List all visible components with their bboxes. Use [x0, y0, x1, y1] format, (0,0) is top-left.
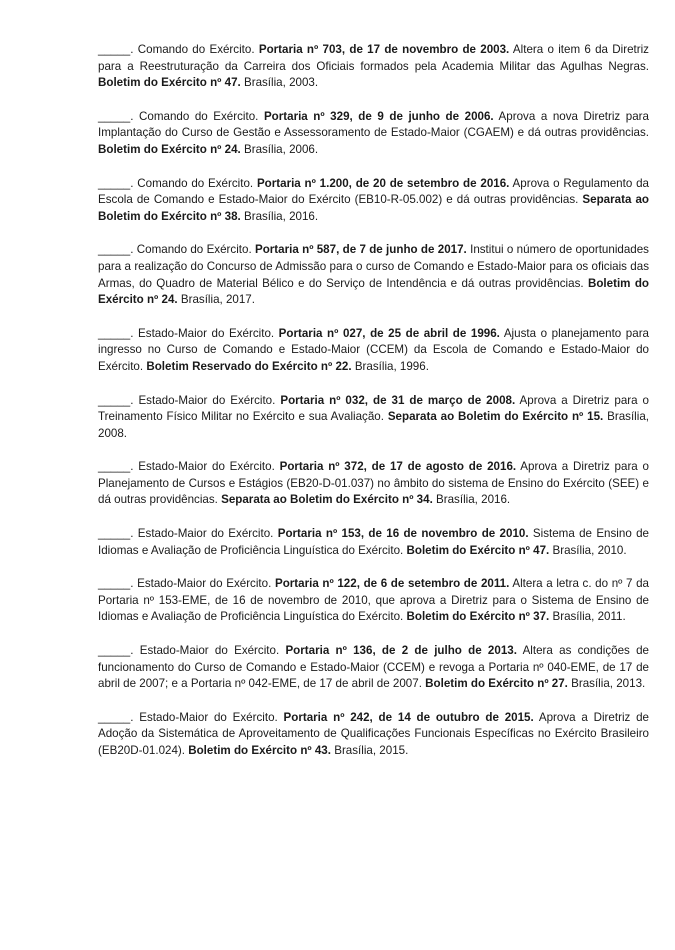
reference-list — [98, 42, 649, 777]
reference-title: Portaria nº 032, de 31 de março de 2008. — [275, 393, 516, 407]
reference-place-year: Brasília, 2013. — [567, 677, 646, 691]
reference-source: Boletim do Exército nº 37. — [403, 610, 550, 624]
reference-description: Altera as condições de funcionamento do Curso de Comando e Estado-Maior (CCEM) e revoga a Portaria nº 040-EME, de 17 de abril de 2007; e a Portaria nº 042-EME, de 17 de abril de 2007. — [98, 644, 649, 691]
reference-description: Aprova a Diretriz de Adoção da Sistemática de Aproveitamento de Qualificações Funcionais Específicas no Exército Brasileiro (EB20D-01.024). — [98, 710, 649, 757]
reference-title: Portaria nº 027, de 25 de abril de 1996. — [274, 326, 500, 340]
reference-description: Altera a letra c. do nº 7 da Portaria nº 153-EME, de 16 de novembro de 2010, que aprova a Diretriz para o Sistema de Ensino de Idiomas e Avaliação de Proficiência Linguística do Exército. — [98, 577, 650, 624]
repeated-author-line: _____. — [98, 577, 134, 591]
repeated-author-line: _____. — [98, 109, 134, 123]
reference-place-year: Brasília, 2016. — [240, 209, 319, 223]
reference-title: Portaria nº 242, de 14 de outubro de 2015. — [277, 710, 534, 724]
reference-source: Boletim Reservado do Exército nº 22. — [143, 359, 352, 373]
reference-place-year: Brasília, 2015. — [330, 744, 409, 757]
reference-place-year: Brasília, 2003. — [240, 76, 319, 90]
reference-entry — [98, 526, 649, 559]
reference-author: Estado-Maior do Exército. — [133, 393, 276, 407]
reference-author: Comando do Exército. — [133, 176, 254, 190]
reference-description: Aprova o Regulamento da Escola de Comando e Estado-Maior do Exército (EB10-R-05.002) e dá outras providências. — [98, 176, 649, 207]
reference-description: Ajusta o planejamento para ingresso no Curso de Comando e Estado-Maior (CCEM) da Escola de Comando e Estado-Maior do Exército. — [98, 326, 650, 373]
repeated-author-line: _____. — [98, 710, 134, 724]
reference-place-year: Brasília, 2017. — [177, 293, 255, 307]
reference-author: Estado-Maior do Exército. — [133, 710, 278, 724]
reference-entry — [98, 459, 649, 509]
reference-title: Portaria nº 329, de 9 de junho de 2006. — [258, 109, 494, 123]
reference-place-year: Brasília, 1996. — [351, 359, 429, 373]
reference-source: Boletim do Exército nº 43. — [185, 744, 331, 757]
reference-place-year: Brasília, 2006. — [240, 142, 319, 156]
reference-entry — [98, 710, 649, 760]
reference-author: Comando do Exército. — [133, 243, 252, 257]
reference-author: Estado-Maior do Exército. — [133, 577, 272, 591]
reference-source: Boletim do Exército nº 47. — [98, 76, 241, 90]
reference-place-year: Brasília, 2008. — [98, 410, 649, 440]
reference-entry — [98, 326, 649, 376]
reference-entry — [98, 109, 649, 159]
repeated-author-line: _____. — [98, 243, 134, 257]
reference-author: Estado-Maior do Exército. — [133, 460, 275, 474]
repeated-author-line: _____. — [98, 460, 134, 474]
reference-place-year: Brasília, 2011. — [549, 610, 626, 624]
repeated-author-line: _____. — [98, 644, 134, 658]
reference-entry — [98, 576, 649, 626]
reference-description: Aprova a nova Diretriz para Implantação do Curso de Gestão e Assessoramento de Estado-Maior (CGAEM) e dá outras providências. — [98, 109, 649, 140]
reference-description: Aprova a Diretriz para o Treinamento Físico Militar no Exército e sua Avaliação. — [98, 393, 649, 424]
reference-author: Comando do Exército. — [133, 109, 259, 123]
reference-title: Portaria nº 122, de 6 de setembro de 2011. — [271, 577, 510, 591]
reference-place-year: Brasília, 2010. — [549, 543, 627, 557]
reference-title: Portaria nº 372, de 17 de agosto de 2016. — [274, 460, 517, 474]
reference-author: Comando do Exército. — [133, 43, 255, 56]
reference-source: Boletim do Exército nº 24. — [98, 276, 649, 307]
reference-description: Sistema de Ensino de Idiomas e Avaliação de Proficiência Linguística do Exército. — [98, 527, 649, 557]
repeated-author-line: _____. — [98, 527, 134, 541]
reference-title: Portaria nº 136, de 2 de julho de 2013. — [279, 644, 517, 658]
reference-title: Portaria nº 703, de 17 de novembro de 2003. — [254, 43, 510, 56]
reference-source: Separata ao Boletim do Exército nº 34. — [217, 493, 433, 507]
reference-source: Boletim do Exército nº 24. — [98, 142, 241, 156]
reference-author: Estado-Maior do Exército. — [133, 527, 274, 541]
reference-entry — [98, 242, 649, 308]
reference-source: Separata ao Boletim do Exército nº 15. — [383, 410, 604, 424]
repeated-author-line: _____. — [98, 176, 134, 190]
reference-author: Estado-Maior do Exército. — [133, 326, 275, 340]
reference-description: Aprova a Diretriz para o Planejamento de Cursos e Estágios (EB20-D-01.037) no âmbito do sistema de Ensino do Exército (SEE) e dá outras providências. — [98, 460, 649, 507]
repeated-author-line: _____. — [98, 43, 134, 56]
reference-entry — [98, 643, 649, 693]
repeated-author-line: _____. — [98, 326, 134, 340]
reference-place-year: Brasília, 2016. — [432, 493, 511, 507]
reference-entry — [98, 176, 649, 226]
reference-author: Estado-Maior do Exército. — [133, 644, 280, 658]
repeated-author-line: _____. — [98, 393, 134, 407]
reference-description: Altera o item 6 da Diretriz para a Reestruturação da Carreira dos Oficiais formados pela Academia Militar das Agulhas Negras. — [98, 43, 649, 73]
reference-source: Boletim do Exército nº 27. — [421, 677, 568, 691]
reference-title: Portaria nº 1.200, de 20 de setembro de 2016. — [253, 176, 510, 190]
reference-description: Institui o número de oportunidades para a realização do Concurso de Admissão para o curso de Comando e Estado-Maior para os oficiais das Armas, do Quadro de Material Bélico e do Serviço de Intendência e dá outras providências. — [98, 243, 649, 290]
reference-entry — [98, 393, 649, 443]
reference-source: Separata ao Boletim do Exército nº 38. — [98, 193, 649, 223]
reference-title: Portaria nº 153, de 16 de novembro de 2010. — [273, 527, 529, 541]
reference-entry — [98, 42, 649, 92]
reference-title: Portaria nº 587, de 7 de junho de 2017. — [251, 243, 467, 257]
reference-source: Boletim do Exército nº 47. — [403, 543, 550, 557]
